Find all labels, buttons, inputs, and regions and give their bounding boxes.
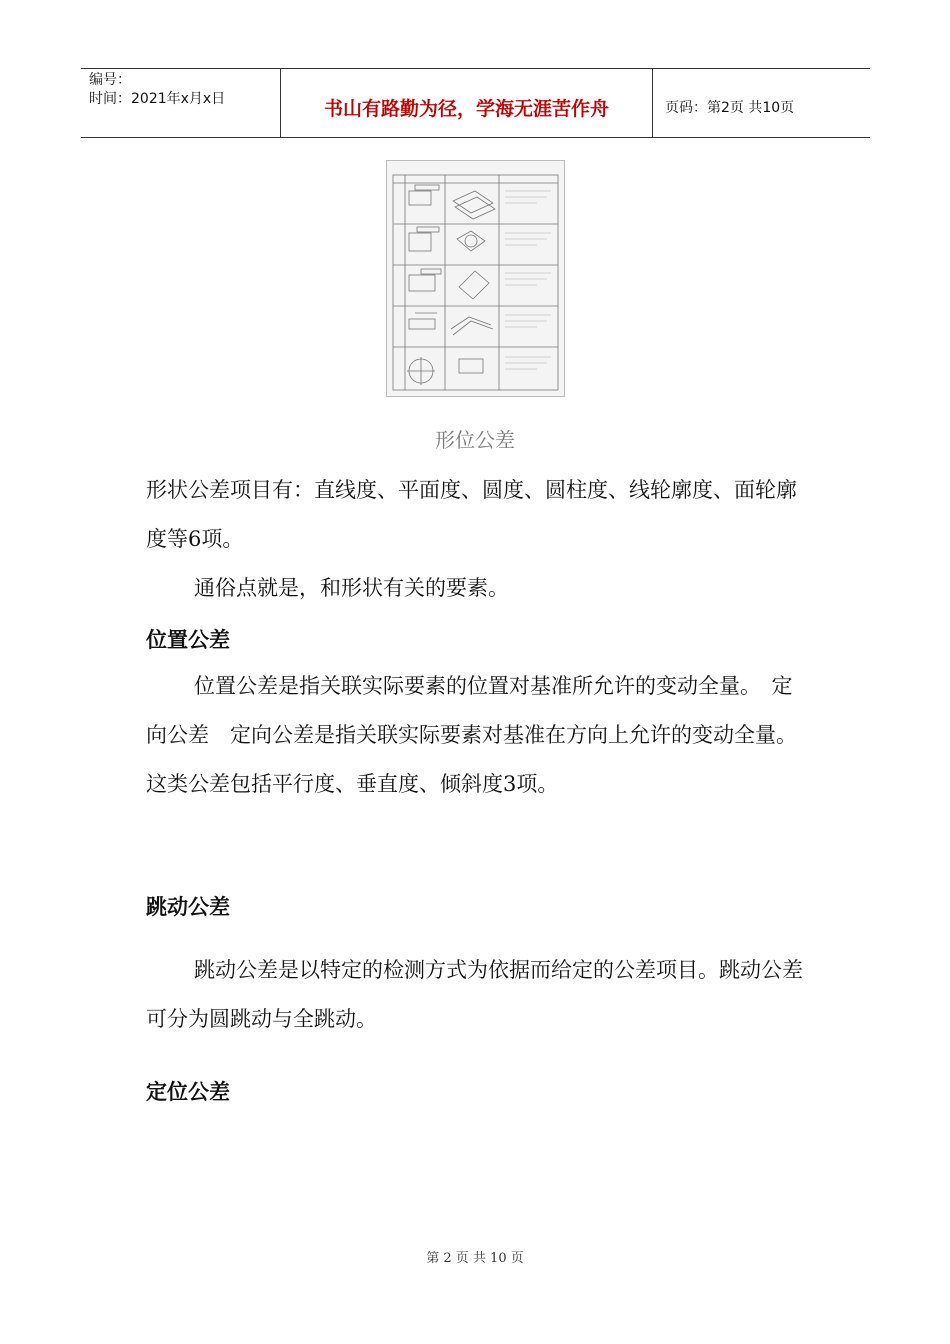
time-label: 时间：2021年x月x日 — [89, 91, 226, 107]
header-page-info: 页码：第2页 共10页 — [665, 100, 795, 116]
heading-position-tolerance: 位置公差 — [146, 628, 230, 652]
page-footer: 第 2 页 共 10 页 — [426, 1251, 524, 1266]
number-label: 编号： — [89, 72, 131, 88]
heading-runout-tolerance: 跳动公差 — [146, 895, 230, 919]
paragraph-position-tolerance: 位置公差是指关联实际要素的位置对基准所允许的变动全量。 定向公差 定向公差是指关联实际要素对基准在方向上允许的变动全量。这类公差包括平行度、垂直度、倾斜度3项。 — [146, 674, 797, 796]
paragraph-runout-tolerance: 跳动公差是以特定的检测方式为依据而给定的公差项目。跳动公差可分为圆跳动与全跳动。 — [146, 958, 803, 1031]
page-header — [81, 68, 870, 138]
header-meta — [81, 69, 281, 137]
heading-location-tolerance: 定位公差 — [146, 1080, 230, 1104]
header-motto: 书山有路勤为径，学海无涯苦作舟 — [281, 69, 653, 137]
paragraph-shape-tolerance: 形状公差项目有：直线度、平面度、圆度、圆柱度、线轮廓度、面轮廓度等6项。 — [146, 478, 797, 551]
tolerance-figure-image — [386, 160, 565, 397]
figure-caption: 形位公差 — [435, 428, 515, 452]
paragraph-shape-note: 通俗点就是，和形状有关的要素。 — [194, 576, 509, 600]
